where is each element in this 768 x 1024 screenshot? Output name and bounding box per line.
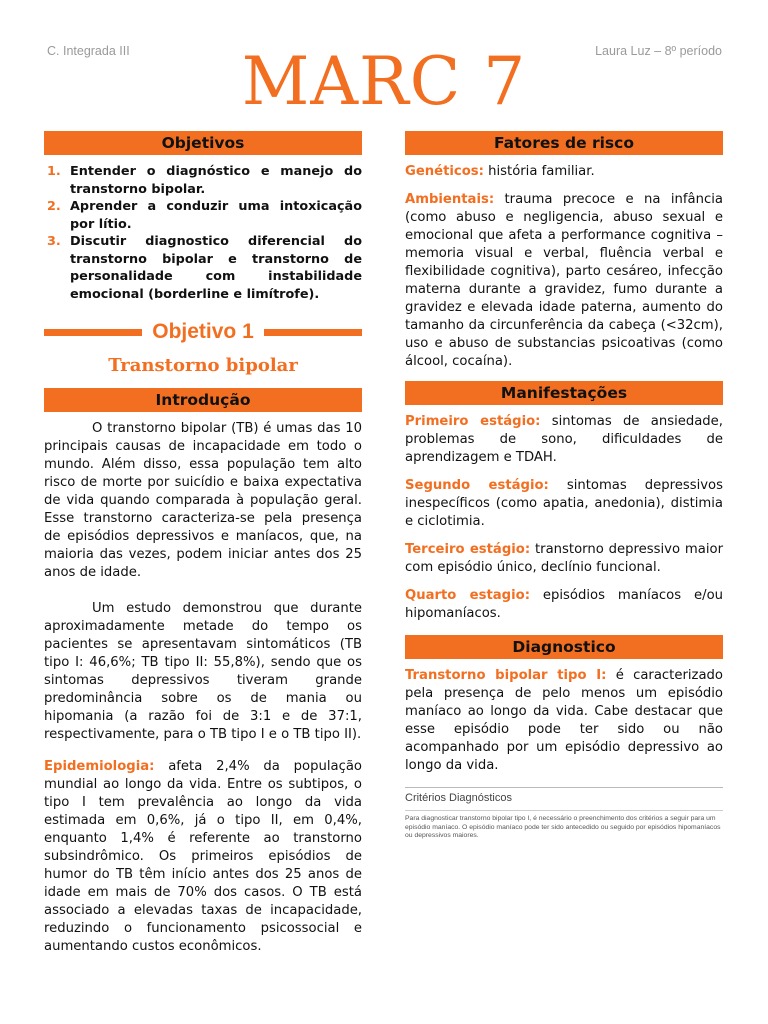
banner-line-left	[44, 329, 142, 336]
objetivo-number: 2.	[47, 199, 61, 214]
manifestacoes-heading: Manifestações	[405, 381, 723, 405]
geneticos-label: Genéticos:	[405, 164, 484, 179]
objetivo-1-banner	[44, 317, 362, 347]
stage-label: Quarto estagio:	[405, 588, 530, 603]
manifestacao-item	[405, 587, 723, 623]
criteria-box	[405, 787, 723, 841]
objetivo-item	[44, 198, 362, 233]
epidemiologia-text: afeta 2,4% da população mundial ao longo da vida. Entre os subtipos, o tipo I tem prevalência ao longo da vida estimada em 0,6%, já o tipo II, em 0,4%, enquanto 1,4% é referente ao transtorno subsindrômico. Os primeiros episódios de humor do TB têm início antes dos 25 anos de idade em mais de 70% dos casos. O TB está associado a elevadas taxas de incapacidade, reduzindo o funcionamento psicossocial e aumentando custos econômicos.	[44, 759, 362, 954]
objetivos-heading: Objetivos	[44, 131, 362, 155]
objetivos-list	[44, 163, 362, 303]
stage-text: transtorno depressivo maior com episódio único, declínio funcional.	[405, 542, 724, 575]
intro-paragraph-1: O transtorno bipolar (TB) é umas das 10 principais causas de incapacidade em todo o mundo. Além disso, essa população tem alto risco de morte por suicídio e baixa expectativa de vida quando comparada à população geral. Esse transtorno caracteriza-se pela presença de episódios depressivos e maníacos, que, na maioria das vezes, podem iniciar antes dos 25 anos de idade.	[44, 421, 362, 580]
fatores-heading: Fatores de risco	[405, 131, 723, 155]
objetivo-item	[44, 163, 362, 198]
stage-text: sintomas depressivos inespecíficos (como apatia, anedonia), distimia e ciclotimia.	[405, 478, 723, 529]
objetivo-item	[44, 233, 362, 303]
criteria-text: Para diagnosticar transtorno bipolar tipo I, é necessário o preenchimento dos critérios a seguir para um episódio maníaco. O episódio maníaco pode ter sido antecedido ou seguido por episódios hipomaníacos ou depressivos maiores.	[405, 810, 723, 841]
objetivo-text: Entender o diagnóstico e manejo do transtorno bipolar.	[70, 164, 362, 197]
tipo-i-label: Transtorno bipolar tipo I:	[405, 668, 607, 683]
left-column	[44, 131, 362, 956]
stage-label: Primeiro estágio:	[405, 414, 541, 429]
epidemiologia-label: Epidemiologia:	[44, 759, 155, 774]
diagnostico-paragraph	[405, 667, 723, 775]
objetivo-number: 1.	[47, 164, 61, 179]
manifestacao-item	[405, 541, 723, 577]
manifestacao-item	[405, 477, 723, 531]
geneticos-text: história familiar.	[483, 164, 595, 179]
manifestacao-item	[405, 413, 723, 467]
objetivo-text: Discutir diagnostico diferencial do transtorno bipolar e transtorno de personalidade com instabilidade emocional (borderline e limítrofe).	[70, 234, 362, 302]
objetivo-number: 3.	[47, 234, 61, 249]
stage-label: Terceiro estágio:	[405, 542, 531, 557]
right-column	[405, 131, 723, 841]
objetivo-text: Aprender a conduzir uma intoxicação por lítio.	[70, 199, 362, 232]
geneticos-paragraph	[405, 163, 723, 181]
epidemiologia-paragraph	[44, 758, 362, 956]
ambientais-paragraph	[405, 191, 723, 371]
banner-line-right	[264, 329, 362, 336]
stage-text: sintomas de ansiedade, problemas de sono, dificuldades de aprendizagem e TDAH.	[405, 414, 723, 465]
diagnostico-heading: Diagnostico	[405, 635, 723, 659]
header-course: C. Integrada III	[47, 44, 130, 58]
stage-label: Segundo estágio:	[405, 478, 549, 493]
intro-paragraph-2: Um estudo demonstrou que durante aproximadamente metade do tempo os pacientes se apresentavam sintomáticos (TB tipo I: 46,6%; TB tipo II: 55,8%), sendo que os sintomas depressivos tiveram grande predominância sobre os de mania ou hipomania (a razão foi de 3:1 e de 37:1, respectivamente, para o TB tipo I e o TB tipo II).	[44, 601, 362, 742]
introducao-heading: Introdução	[44, 388, 362, 412]
criteria-title: Critérios Diagnósticos	[405, 792, 512, 804]
header-author: Laura Luz – 8º período	[595, 44, 722, 58]
ambientais-text: trauma precoce e na infância (como abuso e negligencia, abuso sexual e emocional que afeta a performance cognitiva – memoria visual e verbal, fluência verbal e flexibilidade cognitiva), parto cesáreo, infecção materna durante a gravidez, fumo durante a gravidez e elevada idade paterna, aumento do tamanho da circunferência da cabeça (<32cm), uso e abuso de substancias psicoativas (como álcool, cocaína).	[405, 192, 723, 369]
section-subtitle: Transtorno bipolar	[108, 355, 298, 376]
objetivo-1-label: Objetivo 1	[152, 320, 254, 343]
page-title: MARC 7	[241, 43, 527, 120]
ambientais-label: Ambientais:	[405, 192, 495, 207]
stage-text: episódios maníacos e/ou hipomaníacos.	[405, 588, 724, 621]
tipo-i-text: é caracterizado pela presença de pelo menos um episódio maníaco ao longo da vida. Cabe destacar que esse episódio pode ter sido ou não acompanhado por um episódio depressivo ao longo da vida.	[405, 668, 723, 773]
